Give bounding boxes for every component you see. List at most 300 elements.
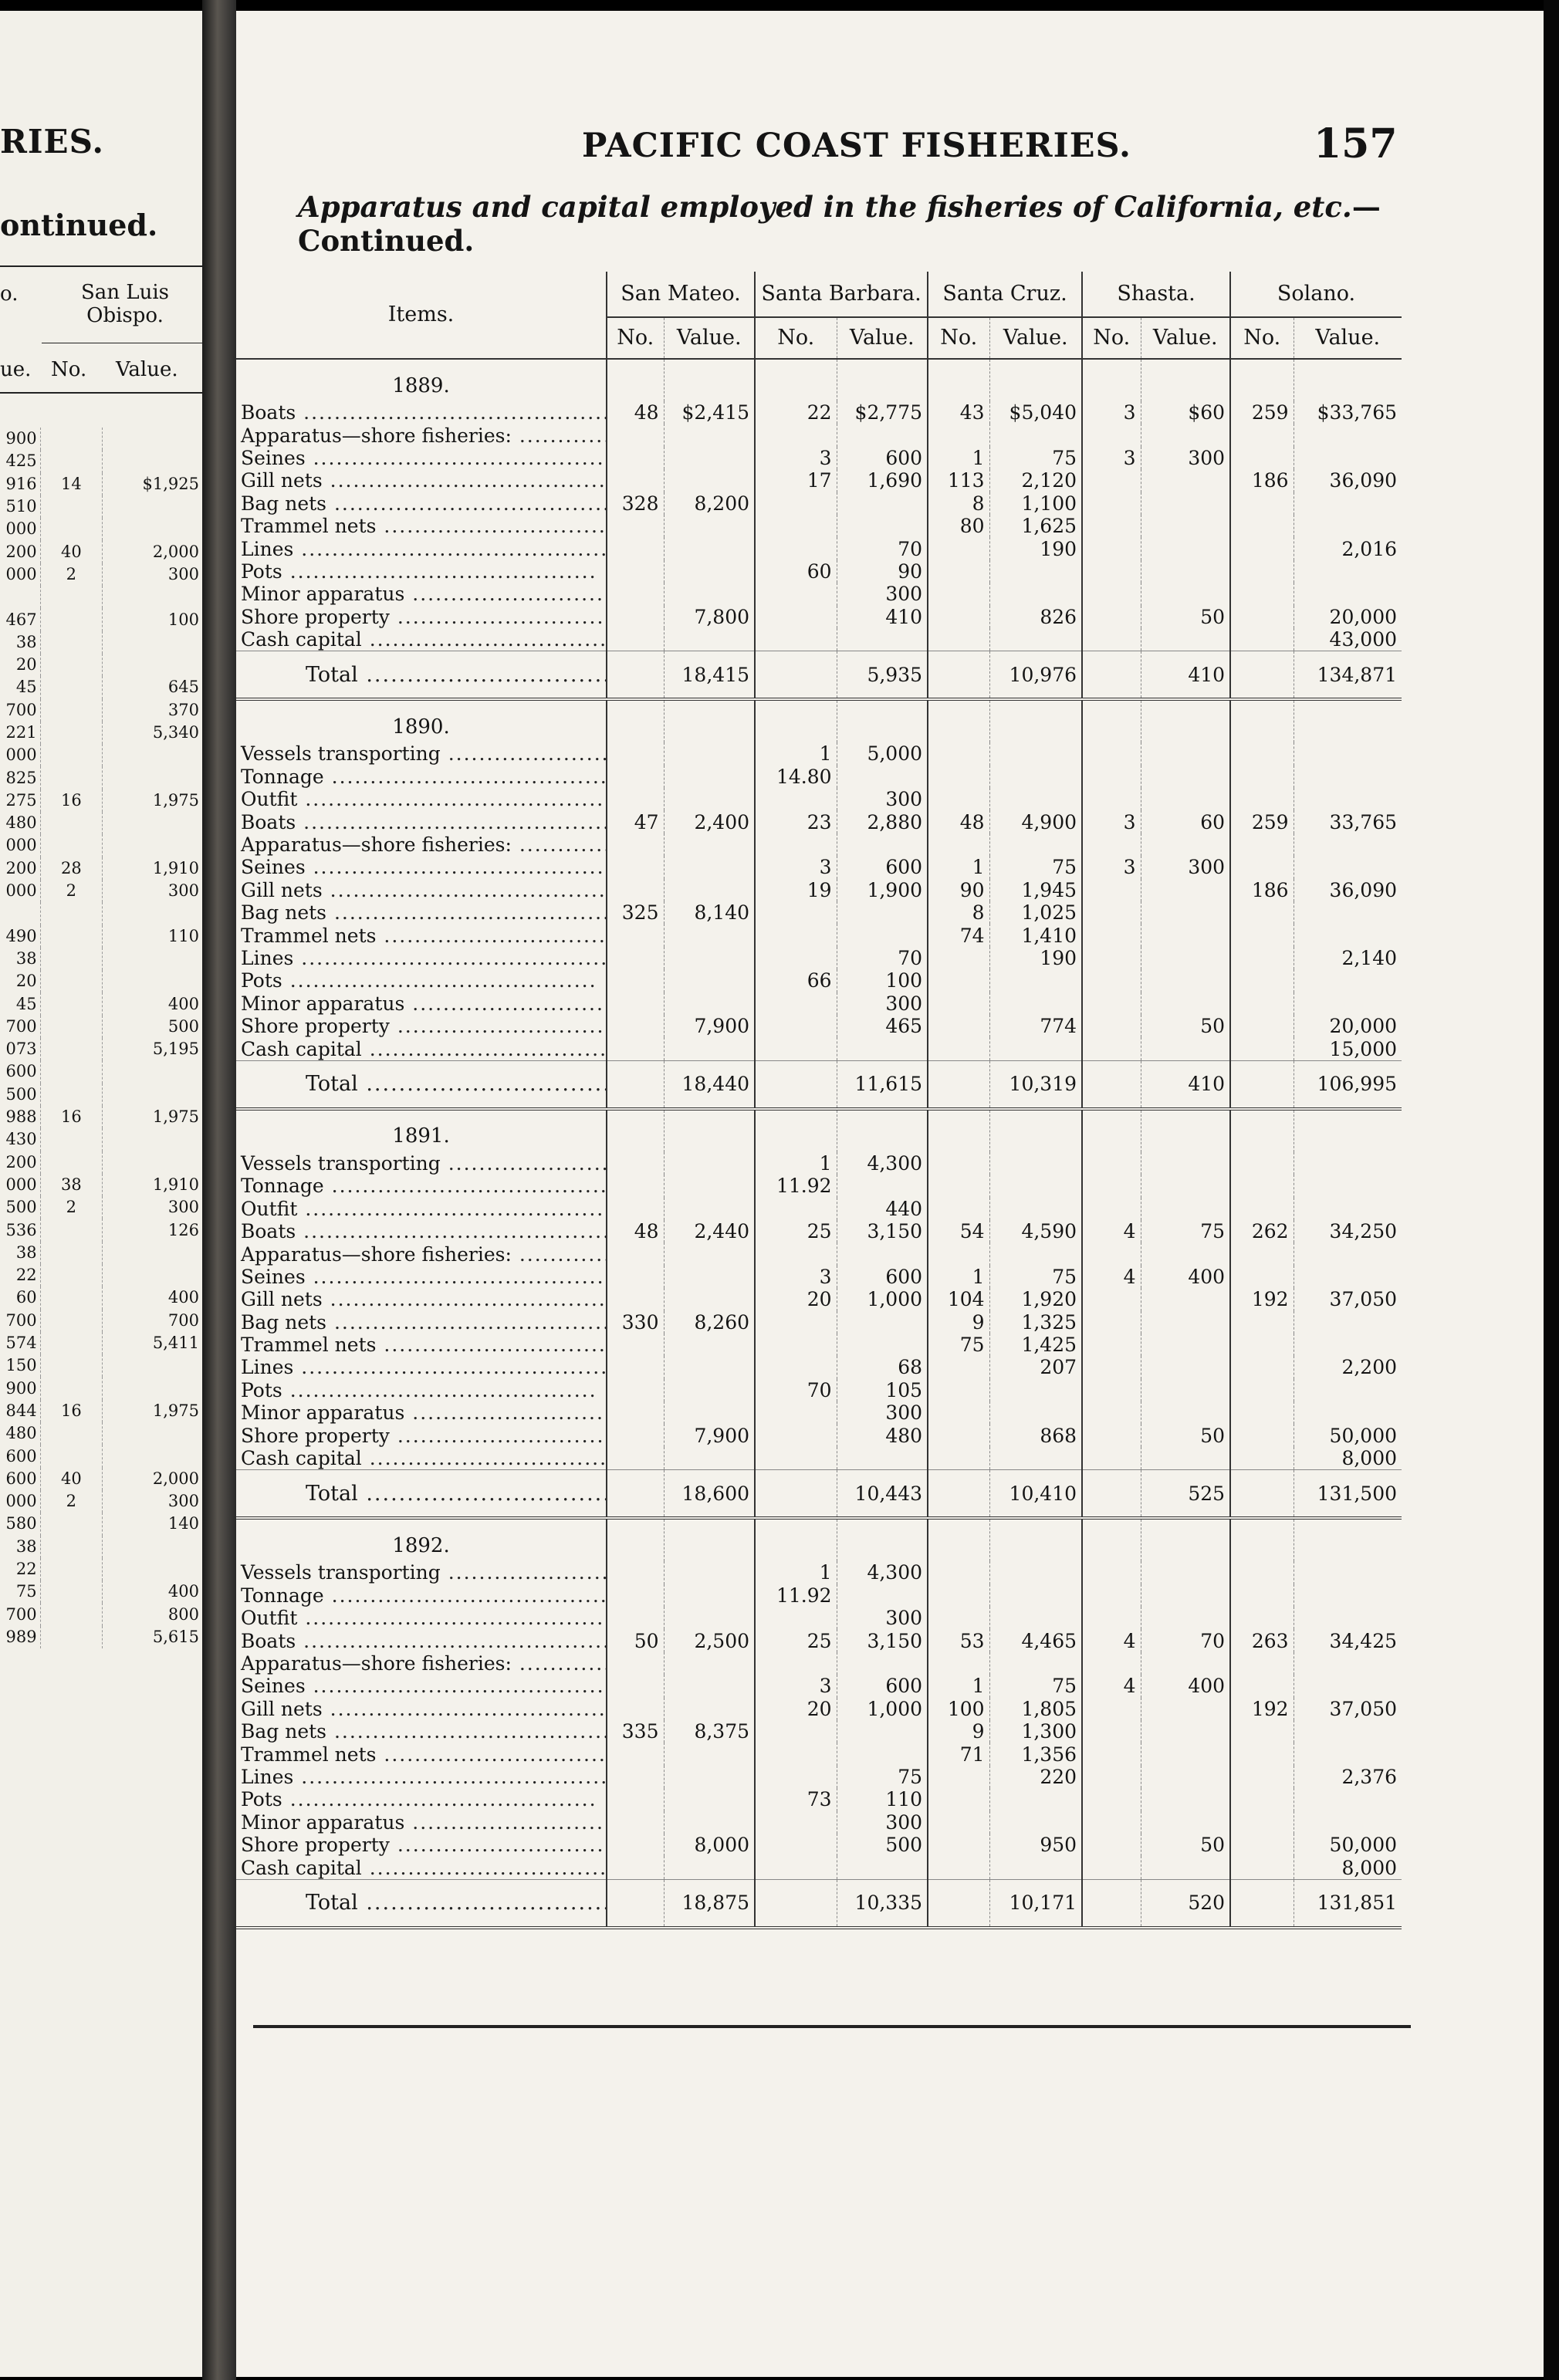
count-cell [1230, 606, 1294, 628]
row-label [236, 833, 607, 856]
count-cell [1082, 1198, 1141, 1220]
count-cell [607, 1698, 664, 1720]
count-cell [755, 924, 837, 946]
left-page-row [0, 948, 202, 970]
left-page-row [0, 834, 202, 857]
left-page-cell [103, 970, 202, 992]
count-cell [755, 1766, 837, 1788]
count-cell [755, 1401, 837, 1424]
count-cell [1230, 1424, 1294, 1446]
left-page-cell: 45 [15, 994, 37, 1013]
left-page-row [0, 1038, 202, 1060]
row-label [236, 1766, 607, 1788]
left-page-cell [40, 676, 103, 698]
count-cell: 70 [755, 1379, 837, 1401]
table-row [236, 742, 1402, 765]
count-cell [928, 1152, 989, 1175]
left-page-cell: 700 [103, 1310, 202, 1332]
value-cell: 75 [1141, 1220, 1230, 1242]
table-row [236, 1561, 1402, 1584]
count-cell [1230, 1152, 1294, 1175]
left-page-cell: 38 [15, 1242, 37, 1262]
count-cell [1230, 628, 1294, 651]
count-cell: 9 [928, 1311, 989, 1334]
left-page-cell: 916 [5, 474, 37, 493]
count-cell: 53 [928, 1629, 989, 1651]
count-cell [607, 1675, 664, 1697]
value-cell: 75 [989, 1675, 1082, 1697]
left-page-cell [103, 766, 202, 789]
count-cell [928, 1198, 989, 1220]
left-page-cell [103, 495, 202, 518]
value-cell: 75 [837, 1766, 928, 1788]
left-page-cell: 700 [5, 1604, 37, 1624]
left-page-cell [103, 586, 202, 608]
value-cell: 2,500 [664, 1629, 755, 1651]
count-cell: 8 [928, 492, 989, 515]
value-cell [989, 833, 1082, 856]
value-cell [1294, 560, 1402, 583]
left-page-row [0, 1128, 202, 1151]
left-page-cell: 2,000 [103, 540, 202, 563]
year-row [236, 699, 1402, 742]
table-row [236, 1220, 1402, 1242]
row-label-text: Outfit [241, 1197, 298, 1220]
left-page-cell: 40 [40, 540, 103, 563]
empty-cell [1141, 1109, 1230, 1152]
left-page-cell [103, 812, 202, 834]
value-header: Value. [837, 317, 928, 359]
row-label [236, 969, 607, 992]
value-cell: 300 [837, 788, 928, 810]
row-label-text: Vessels transporting [241, 742, 441, 766]
value-cell [1294, 515, 1402, 537]
count-cell [1082, 1311, 1141, 1334]
count-cell [1230, 651, 1294, 700]
value-cell [989, 1447, 1082, 1470]
row-label [236, 1856, 607, 1879]
county-header: Shasta. [1082, 272, 1230, 317]
left-page-cell: 16 [40, 789, 103, 812]
count-cell [1230, 447, 1294, 469]
count-cell [1082, 901, 1141, 924]
row-label-text: Shore property [241, 605, 390, 628]
count-cell [1082, 1401, 1141, 1424]
value-cell [1294, 583, 1402, 605]
dot-leader [326, 492, 607, 515]
row-label-text: Tonnage [241, 1584, 324, 1607]
count-cell [755, 1879, 837, 1928]
count-cell [1082, 1698, 1141, 1720]
count-cell: 11.92 [755, 1584, 837, 1607]
value-cell: 300 [837, 992, 928, 1015]
value-cell: 15,000 [1294, 1037, 1402, 1060]
count-cell [1082, 1470, 1141, 1519]
left-page-row [0, 766, 202, 789]
count-cell [928, 1834, 989, 1856]
count-cell: 22 [755, 401, 837, 424]
value-cell: 440 [837, 1198, 928, 1220]
empty-cell [1141, 699, 1230, 742]
table-row [236, 1356, 1402, 1378]
row-label [236, 1356, 607, 1378]
value-cell [664, 1175, 755, 1197]
value-cell [1141, 1175, 1230, 1197]
count-cell [1230, 924, 1294, 946]
count-cell: 3 [755, 856, 837, 878]
table-row [236, 788, 1402, 810]
value-cell [1141, 947, 1230, 969]
count-cell [1230, 766, 1294, 788]
count-cell: 19 [755, 879, 837, 901]
row-label-text: Vessels transporting [241, 1561, 441, 1584]
left-page-cell: 300 [103, 563, 202, 586]
count-cell [1082, 1720, 1141, 1743]
table-row [236, 879, 1402, 901]
dot-leader [376, 1743, 607, 1766]
dot-leader [306, 447, 607, 469]
count-cell [928, 1379, 989, 1401]
value-cell: 410 [837, 606, 928, 628]
row-label [236, 1311, 607, 1334]
value-cell: 1,356 [989, 1743, 1082, 1765]
year-label: 1890. [392, 715, 450, 739]
empty-cell [989, 699, 1082, 742]
value-cell [664, 833, 755, 856]
value-cell [664, 469, 755, 492]
value-cell: 18,875 [664, 1879, 755, 1928]
value-cell: 5,000 [837, 742, 928, 765]
table-row [236, 1401, 1402, 1424]
left-page-cell [40, 902, 103, 925]
caption-italic: Apparatus and capital employed in the fisheries of California, etc. [298, 190, 1352, 224]
left-page-cell: 300 [103, 1490, 202, 1513]
value-cell [664, 1811, 755, 1834]
row-label-text: Lines [241, 537, 294, 560]
left-page-cell [40, 428, 103, 450]
value-cell [1294, 901, 1402, 924]
count-cell: 48 [928, 810, 989, 833]
count-cell [607, 969, 664, 992]
value-cell: 4,900 [989, 810, 1082, 833]
empty-cell [1230, 699, 1294, 742]
value-cell [837, 492, 928, 515]
left-page-cell: 467 [5, 610, 37, 629]
row-label [236, 1015, 607, 1037]
value-cell [1141, 1356, 1230, 1378]
table-row [236, 606, 1402, 628]
table-caption [298, 190, 1544, 258]
value-cell: 18,440 [664, 1060, 755, 1109]
left-page-cell [103, 834, 202, 857]
value-cell [989, 1856, 1082, 1879]
left-page-fragment [0, 11, 202, 2377]
value-cell [837, 515, 928, 537]
count-cell: 43 [928, 401, 989, 424]
count-cell [607, 1356, 664, 1378]
dot-leader [512, 1652, 607, 1675]
value-cell [664, 1242, 755, 1265]
left-page-cell [40, 608, 103, 630]
year-row [236, 1518, 1402, 1561]
count-cell [1082, 924, 1141, 946]
value-cell: 90 [837, 560, 928, 583]
left-page-row [0, 1468, 202, 1490]
count-cell [607, 1584, 664, 1607]
count-cell [1082, 833, 1141, 856]
left-page-cell: 825 [5, 768, 37, 787]
bottom-rule [253, 2025, 1411, 2028]
value-cell: 300 [837, 1811, 928, 1834]
value-cell: 2,880 [837, 810, 928, 833]
value-cell: 8,000 [1294, 1856, 1402, 1879]
left-page-row [0, 1286, 202, 1309]
empty-cell [1294, 1109, 1402, 1152]
table-row [236, 1856, 1402, 1879]
count-cell: 80 [928, 515, 989, 537]
table-row [236, 1698, 1402, 1720]
count-cell [1230, 856, 1294, 878]
count-cell [928, 1856, 989, 1879]
left-page-cell: 073 [5, 1040, 37, 1059]
no-header: No. [607, 317, 664, 359]
left-page-cell: 300 [103, 880, 202, 902]
row-label-text: Apparatus—shore fisheries: [241, 1651, 512, 1675]
value-cell: 774 [989, 1015, 1082, 1037]
left-page-cell: 5,615 [103, 1626, 202, 1648]
row-label [236, 1561, 607, 1584]
value-cell: $2,415 [664, 401, 755, 424]
value-cell [664, 1743, 755, 1765]
value-cell [1294, 1652, 1402, 1675]
count-cell: 259 [1230, 401, 1294, 424]
value-cell: 131,851 [1294, 1879, 1402, 1928]
row-label-text: Pots [241, 969, 282, 992]
left-page-row [0, 857, 202, 880]
count-cell [1230, 1401, 1294, 1424]
row-label-text: Minor apparatus [241, 992, 405, 1015]
left-page-cell: 500 [103, 1016, 202, 1038]
value-cell [1294, 1401, 1402, 1424]
value-cell [664, 515, 755, 537]
count-cell [755, 1856, 837, 1879]
value-cell [1294, 1266, 1402, 1288]
left-page-cell: 400 [103, 992, 202, 1015]
count-cell [1082, 1788, 1141, 1810]
left-page-table [0, 428, 202, 1648]
value-cell: 70 [1141, 1629, 1230, 1651]
left-page-cell [40, 766, 103, 789]
count-cell [928, 1811, 989, 1834]
left-page-cell: 000 [5, 881, 37, 901]
value-cell [837, 1311, 928, 1334]
count-cell [755, 947, 837, 969]
value-cell [1141, 1811, 1230, 1834]
count-cell [1082, 992, 1141, 1015]
left-page-cell: 480 [5, 1424, 37, 1443]
empty-cell [1082, 1518, 1141, 1561]
count-cell [607, 583, 664, 605]
county-header: San Mateo. [607, 272, 755, 317]
left-page-cell: 000 [5, 1175, 37, 1194]
count-cell [1230, 515, 1294, 537]
count-cell [607, 1879, 664, 1928]
empty-cell [755, 699, 837, 742]
left-page-cell: 2 [40, 563, 103, 586]
dot-leader [358, 1072, 607, 1096]
left-page-row [0, 1558, 202, 1580]
value-cell: 50,000 [1294, 1834, 1402, 1856]
dot-leader [441, 1152, 607, 1175]
count-cell [1082, 1288, 1141, 1310]
count-cell [607, 788, 664, 810]
value-header: Value. [1141, 317, 1230, 359]
value-cell: 34,425 [1294, 1629, 1402, 1651]
count-cell [1082, 1037, 1141, 1060]
left-page-cell: 425 [5, 451, 37, 471]
table-row [236, 1334, 1402, 1356]
left-page-cell [40, 1445, 103, 1467]
items-header: Items. [236, 272, 607, 359]
count-cell: 8 [928, 901, 989, 924]
value-cell [989, 583, 1082, 605]
value-cell [837, 833, 928, 856]
left-page-cell: 22 [15, 1266, 37, 1285]
dot-leader [293, 1356, 607, 1378]
scan-border [1544, 0, 1559, 2380]
value-cell: 106,995 [1294, 1060, 1402, 1109]
value-cell [1294, 1720, 1402, 1743]
value-cell [1141, 1379, 1230, 1401]
dot-leader [324, 1175, 607, 1197]
dot-leader [376, 515, 607, 537]
count-cell [928, 1356, 989, 1378]
count-cell: 4 [1082, 1629, 1141, 1651]
row-label-text: Trammel nets [241, 1743, 377, 1766]
count-cell [607, 1379, 664, 1401]
count-cell [755, 1311, 837, 1334]
value-cell [664, 969, 755, 992]
value-cell: 4,590 [989, 1220, 1082, 1242]
row-label-text: Apparatus—shore fisheries: [241, 424, 512, 447]
count-cell [755, 1242, 837, 1265]
row-label-text: Total [306, 1072, 358, 1097]
county-header: Solano. [1230, 272, 1402, 317]
dot-leader [512, 1243, 607, 1266]
value-cell [1294, 1811, 1402, 1834]
count-cell [1082, 766, 1141, 788]
count-cell [1082, 628, 1141, 651]
table-row [236, 1288, 1402, 1310]
left-page-cell [103, 654, 202, 676]
value-cell [1294, 742, 1402, 765]
row-label-text: Outfit [241, 1607, 298, 1630]
fisheries-table [236, 272, 1402, 1929]
left-page-cell [103, 1377, 202, 1399]
row-label-text: Minor apparatus [241, 1810, 405, 1834]
left-page-cell: 14 [40, 473, 103, 495]
left-page-cell [40, 1016, 103, 1038]
value-cell: 36,090 [1294, 469, 1402, 492]
dot-leader [390, 1015, 607, 1037]
left-page-cell [103, 1128, 202, 1151]
row-label [236, 651, 607, 700]
count-cell: 9 [928, 1720, 989, 1743]
count-cell: 1 [928, 856, 989, 878]
count-cell [607, 1424, 664, 1446]
left-page-cell [40, 1060, 103, 1083]
dot-leader [326, 1720, 607, 1743]
table-row [236, 515, 1402, 537]
count-cell [607, 1766, 664, 1788]
value-cell [1141, 1288, 1230, 1310]
table-row [236, 1311, 1402, 1334]
left-page-cell: 600 [5, 1469, 37, 1488]
value-cell [664, 1561, 755, 1584]
empty-cell [928, 1109, 989, 1152]
count-cell [1082, 424, 1141, 446]
left-page-row [0, 654, 202, 676]
value-cell [1141, 1242, 1230, 1265]
row-label-text: Trammel nets [241, 924, 377, 947]
row-label [236, 1470, 607, 1519]
count-cell [755, 1447, 837, 1470]
count-cell [1230, 1037, 1294, 1060]
count-cell: 48 [607, 1220, 664, 1242]
row-label [236, 1288, 607, 1310]
left-page-cell [40, 586, 103, 608]
count-cell [607, 1334, 664, 1356]
value-cell [989, 969, 1082, 992]
count-cell: 186 [1230, 879, 1294, 901]
count-cell [755, 1356, 837, 1378]
empty-cell [664, 1109, 755, 1152]
dot-leader [358, 1891, 607, 1915]
dot-leader [390, 1834, 607, 1856]
count-cell [928, 1879, 989, 1928]
value-cell: 1,000 [837, 1288, 928, 1310]
dot-leader [282, 560, 597, 583]
row-label-text: Tonnage [241, 1175, 324, 1198]
table-row [236, 924, 1402, 946]
value-cell: $5,040 [989, 401, 1082, 424]
left-page-cell: 000 [5, 564, 37, 583]
value-cell [1294, 492, 1402, 515]
table-row [236, 1447, 1402, 1470]
count-cell [1082, 1152, 1141, 1175]
value-cell: 18,415 [664, 651, 755, 700]
count-cell: 3 [1082, 856, 1141, 878]
value-cell [837, 1037, 928, 1060]
value-cell [1141, 492, 1230, 515]
value-cell [1294, 833, 1402, 856]
value-cell [1141, 1720, 1230, 1743]
left-page-cell: 60 [15, 1288, 37, 1307]
left-page-cell: 38 [15, 948, 37, 968]
left-page-row [0, 1151, 202, 1174]
count-cell [755, 1834, 837, 1856]
value-cell: 1,425 [989, 1334, 1082, 1356]
left-page-cell: 430 [5, 1130, 37, 1149]
value-cell: 4,300 [837, 1152, 928, 1175]
left-page-cell: 28 [40, 857, 103, 880]
value-cell: 110 [837, 1788, 928, 1810]
count-cell: 4 [1082, 1266, 1141, 1288]
empty-cell [928, 1518, 989, 1561]
count-cell: 23 [755, 810, 837, 833]
value-cell [1141, 1698, 1230, 1720]
left-page-header-fragment: RIES. [0, 123, 105, 161]
